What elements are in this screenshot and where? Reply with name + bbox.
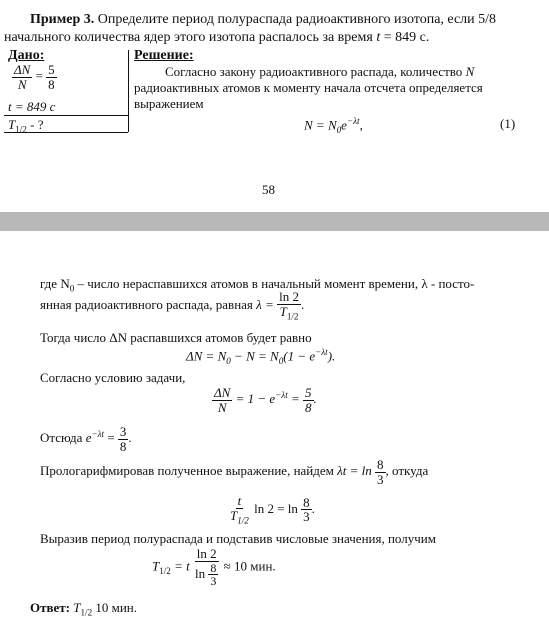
formula-1: $N = N_0e^{-\lambda t}$, [304, 116, 363, 135]
formula-3: $\frac{\Delta N}{N}$ = $1 - e^{-\lambda t}$ = $\frac{5}{8}$ . [214, 385, 317, 415]
find-quantity: $T_{1/2}$ - ? [8, 117, 44, 135]
p2-line-1: где $N_0$ – число нераспавшихся атомов в начальный момент времени, λ - посто- [40, 276, 475, 294]
equation-number: (1) [500, 116, 516, 131]
vertical-divider [128, 50, 129, 132]
given-time: t = 849 с [8, 99, 56, 114]
p2-line-7: Выразив период полураспада и подставив числовые значения, получим [40, 531, 436, 546]
solution-label: Решение: [134, 48, 194, 63]
example-label: Пример 3. [30, 12, 95, 27]
solution-line-3: выражением [134, 96, 204, 111]
problem-line-2: начального количества ядер этого изотопа распалось за время t = 849 с. [4, 30, 430, 45]
given-label: Дано: [8, 48, 45, 63]
formula-5: $\frac{t}{T_{1/2}}$ ln 2 = ln $\frac{8}{3}$ . [230, 493, 315, 526]
given-ratio: $\frac{\Delta N}{N}$ = $\frac{5}{8}$ [14, 62, 55, 92]
page-separator [0, 212, 549, 231]
p2-line-6: Прологарифмировав полученное выражение, найдем λt = ln $\frac{8}{3}$ , откуда [40, 457, 429, 487]
p2-line-5: Отсюда $e^{-\lambda t}$ = $\frac{3}{8}$ . [40, 424, 132, 454]
find-divider [4, 115, 128, 116]
answer: Ответ: $T_{1/2}$ 10 мин. [30, 600, 138, 618]
formula-6: $T_{1/2} = t$ ln 2 ln $\frac{8}{3}$ ≈ 10 мин. [152, 546, 276, 589]
formula-2: $\Delta N = N_0 - N = N_0(1 - e^{-\lambda t})$. [186, 347, 336, 366]
problem-line-1: Пример 3. Определите период полураспада радиоактивного изотопа, если 5/8 [30, 12, 497, 27]
solution-line-2: радиоактивных атомов к моменту начала отсчета определяется [134, 80, 483, 95]
p2-line-3: Тогда число ΔN распавшихся атомов будет равно [40, 330, 312, 345]
page-number: 58 [262, 182, 275, 197]
p2-line-2: янная радиоактивного распада, равная λ = $\frac{\ln 2}{T_{1/2}}$ . [40, 289, 305, 322]
p2-line-4: Согласно условию задачи, [40, 370, 186, 385]
solution-line-1: Согласно закону радиоактивного распада, количество N [165, 64, 475, 79]
